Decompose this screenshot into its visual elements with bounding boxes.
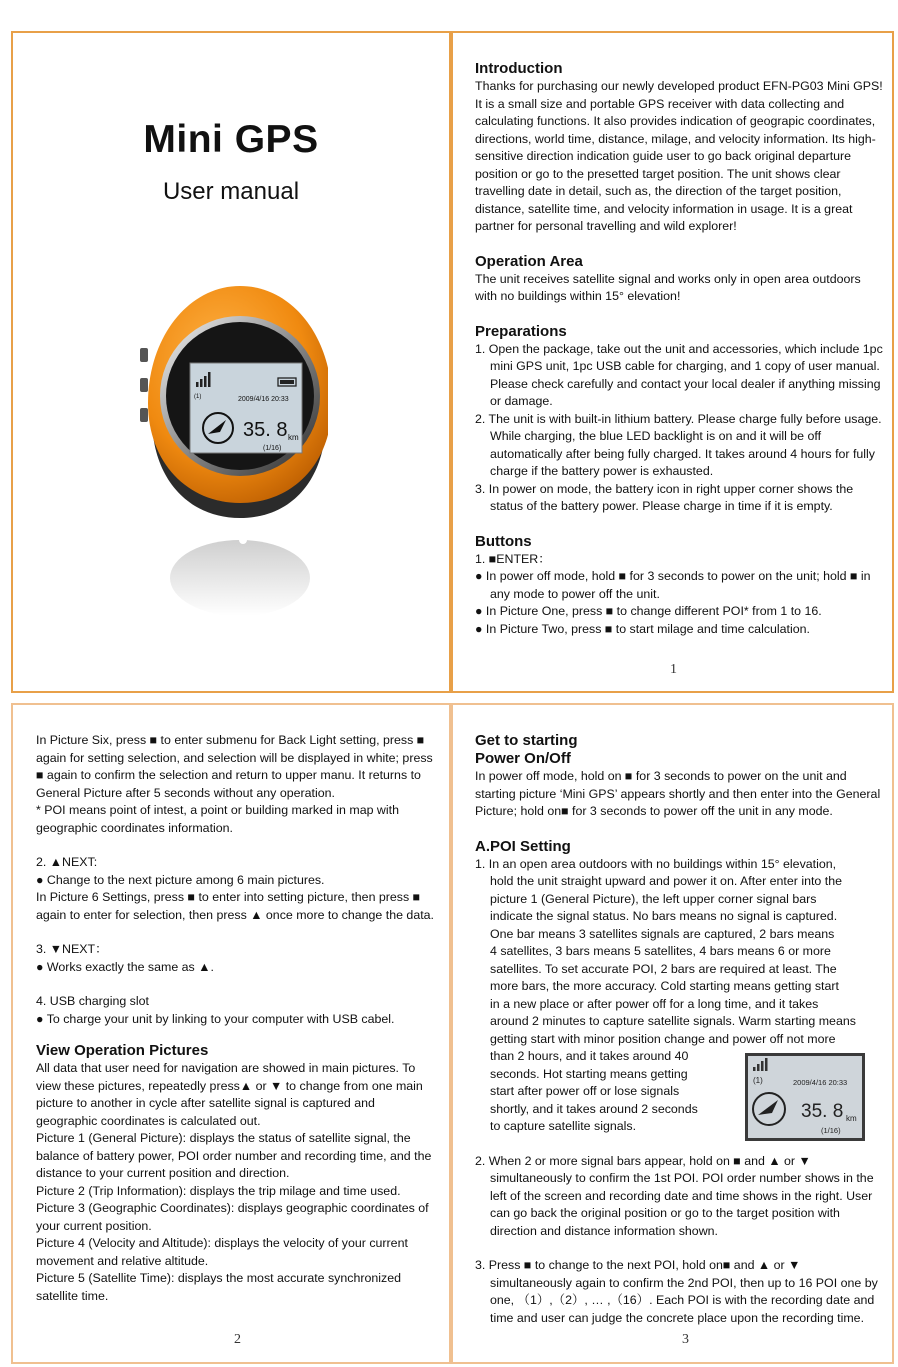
preparations-heading: Preparations <box>475 322 567 340</box>
device-distance: 35. 8 <box>243 419 288 441</box>
view-paragraph: Picture 3 (Geographic Coordinates): displays geographic coordinates of your current position. <box>36 1201 429 1233</box>
page-number: 1 <box>670 662 677 677</box>
usb-slot-label: 4. USB charging slot <box>36 994 149 1008</box>
view-paragraph: All data that user need for navigation are showed in main pictures. To view these pictures, repeatedly press▲ or ▼ to change from one main picture to another in cycle after satellite signal is captured and geographic coordinates is calculated out. <box>36 1061 423 1128</box>
poi-setting-heading: A.POI Setting <box>475 837 571 855</box>
operation-area-heading: Operation Area <box>475 252 583 270</box>
preparation-item: 2. The unit is with built-in lithium battery. Please charge fully before usage. While charging, the blue LED backlight is on and it will be off automatically after being fully charged. It takes around 4 hours for fully charge if the battery power is exhausted. <box>475 411 882 478</box>
device-poi: (1/16) <box>263 445 282 452</box>
screen-unit: km <box>846 1114 857 1123</box>
device-unit: km <box>288 433 299 442</box>
starting-heading: Get to starting <box>475 732 578 749</box>
manual-page-3 <box>451 703 894 1364</box>
gps-screen-image <box>745 1053 865 1141</box>
screen-date: 2009/4/16 20:33 <box>793 1078 848 1087</box>
manual-page-1 <box>451 31 894 693</box>
enter-bullet: ● In Picture One, press ■ to change different POI* from 1 to 16. <box>475 604 822 618</box>
cover-page <box>11 31 451 693</box>
introduction-heading: Introduction <box>475 60 563 77</box>
power-text: In power off mode, hold on ■ for 3 seconds to power on the unit and starting picture ‘Mini GPS’ appears shortly and then enter into the General Picture; hold on■ for 3 seconds to power off the unit in any mode. <box>475 769 881 818</box>
view-paragraph: Picture 1 (General Picture): displays the status of satellite signal, the balance of battery power, POI order number and recording time, and the distance to your current position and direction. <box>36 1131 432 1180</box>
next-bullet: ● Change to the next picture among 6 main pictures. <box>36 872 325 887</box>
view-paragraph: Picture 4 (Velocity and Altitude): displays the velocity of your current movement and relative altitude. <box>36 1236 408 1268</box>
next-down-bullet: ● Works exactly the same as ▲. <box>36 959 214 974</box>
screen-poi: (1/16) <box>821 1126 841 1135</box>
poi-item-2: 2. When 2 or more signal bars appear, hold on ■ and ▲ or ▼ simultaneously to confirm the 1st POI. POI order number shows in the left of the screen and recording date and time shows in the right. User can go back the original position or go to the target position with direction and distance information shown. <box>475 1153 874 1238</box>
poi-note: * POI means point of intest, a point or building marked in map with geographic coordinates information. <box>36 803 399 835</box>
cover-title: Mini GPS <box>143 118 319 161</box>
power-heading: Power On/Off <box>475 750 571 767</box>
introduction-text: Thanks for purchasing our newly developed product EFN-PG03 Mini GPS! It is a small size and portable GPS receiver with data collecting and calculating functions. It also provides indication of geograpic coordinates, directions, world time, distance, milage, and velocity information. Its high-sensitive direction indication guide user to go back original departure position or go to the presetted target position. The unit shows clear travelling date in detail, such as, the direction of the target position, distance, satellite time, and velocity information in usage. It is a great partner for personal travelling and wild explorer! <box>475 79 883 233</box>
usb-bullet: ● To charge your unit by linking to your computer with USB cabel. <box>36 1011 395 1026</box>
next-down-button-label: 3. ▼NEXT： <box>36 942 108 956</box>
preparation-item: 3. In power on mode, the battery icon in right upper corner shows the status of the battery power. Please charge in time if it is empty. <box>475 481 854 513</box>
enter-bullet: ● In Picture Two, press ■ to start milage and time calculation. <box>475 621 810 636</box>
cover-subtitle: User manual <box>162 178 300 205</box>
gps-device-image <box>128 278 328 628</box>
manual-page-2 <box>11 703 451 1364</box>
buttons-heading: Buttons <box>475 532 532 550</box>
screen-counter: (1) <box>753 1076 763 1085</box>
view-paragraph: Picture 5 (Satellite Time): displays the most accurate synchronized satellite time. <box>36 1271 401 1303</box>
view-paragraph: Picture 2 (Trip Information): displays the trip milage and time used. <box>36 1183 401 1198</box>
device-date: 2009/4/16 20:33 <box>238 396 289 403</box>
preparation-item: 1. Open the package, take out the unit and accessories, which include 1pc mini GPS unit, 1pc USB cable for charging, and 1 copy of user manual. Please check carefully and contact your local dealer if anything missing or damage. <box>475 341 883 408</box>
operation-area-text: The unit receives satellite signal and works only in open area outdoors with no buildings within 15° elevation! <box>475 271 861 303</box>
page-number: 2 <box>234 1332 241 1347</box>
device-counter: (1) <box>194 394 202 400</box>
next-button-label: 2. ▲NEXT: <box>36 855 98 869</box>
back-light-text: In Picture Six, press ■ to enter submenu for Back Light setting, press ■ again for setting selection, and selection will be displayed in white; press ■ again to confirm the selection and return to upper manu. It returns to General Picture after 5 seconds without any operation. <box>36 733 433 800</box>
next-settings-text: In Picture 6 Settings, press ■ to enter into setting picture, then press ■ again to enter for selection, then press ▲ once more to change the data. <box>36 890 434 922</box>
enter-button-label: 1. ■ENTER： <box>475 551 551 566</box>
view-pictures-heading: View Operation Pictures <box>36 1042 209 1059</box>
enter-bullet: ● In power off mode, hold ■ for 3 seconds to power on the unit; hold ■ in any mode to power off the unit. <box>475 569 871 601</box>
poi-item-3: 3. Press ■ to change to the next POI, hold on■ and ▲ or ▼ simultaneously again to confirm the 2nd POI, then up to 16 POI one by one, （1）,（2）, … ,（16）. Each POI is with the recording date and time and user can judge the concrete place upon the recording time. <box>475 1258 878 1325</box>
page-number: 3 <box>682 1332 689 1347</box>
poi-item-1: 1. In an open area outdoors with no buildings within 15° elevation, hold the unit straight upward and power it on. After enter into the picture 1 (General Picture), the left upper corner signal bars indicate the signal status. No bars means no signal is captured. One bar means 3 satellites signals are captured, 2 bars means 4 satellites, 3 bars means 5 satellites, 4 bars means 6 or more satellites. To set accurate POI, 2 bars are required at least. The more bars, the more accuracy. Cold starting means getting start in a new place or after power off for a long time, and it takes around 2 minutes to capture satellite signals. Warm starting means getting start with minor position change and power off not more than 2 hours, and it takes around 40 seconds. Hot starting means getting start after power off or lose signals shortly, and it takes around 2 seconds to capture satellite signals. <box>475 856 856 1133</box>
screen-distance: 35. 8 <box>801 1101 844 1122</box>
